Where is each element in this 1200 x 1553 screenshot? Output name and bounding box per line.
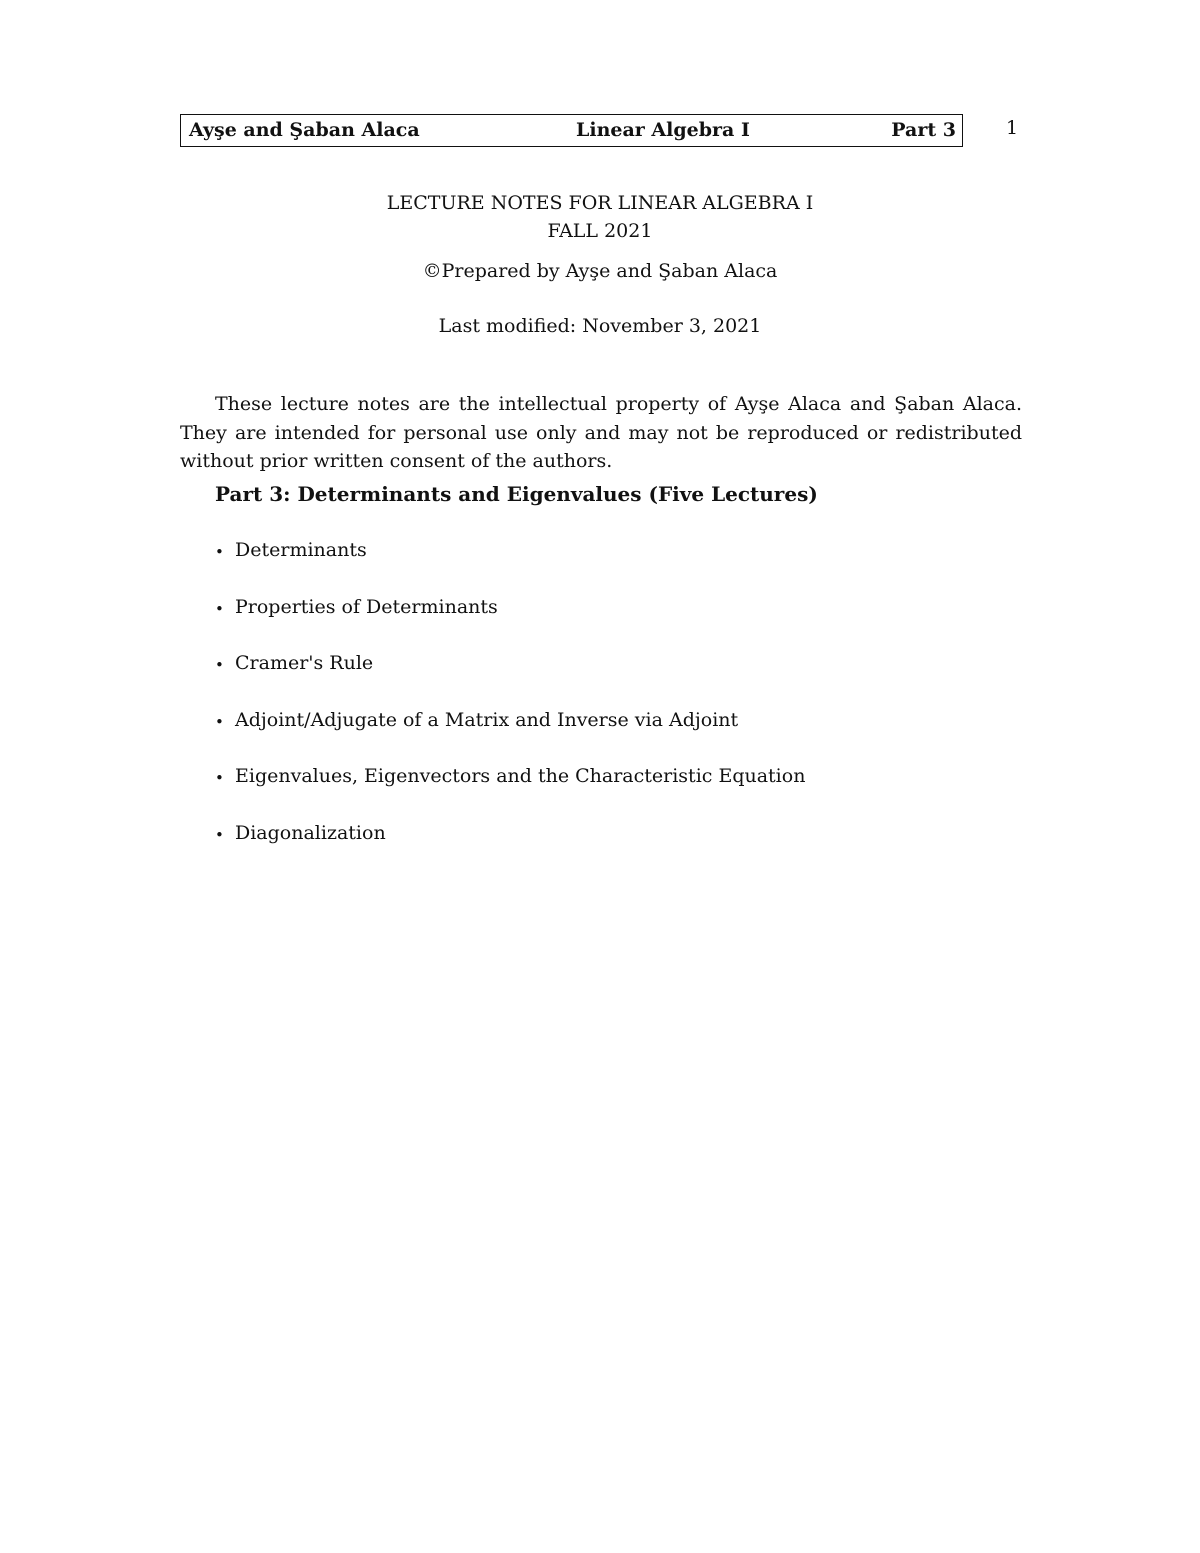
list-item	[215, 539, 805, 596]
bullet-icon: •	[215, 599, 224, 618]
list-item	[215, 652, 805, 709]
copyright-line: ©Prepared by Ayşe and Şaban Alaca	[422, 260, 778, 282]
term-label: FALL 2021	[547, 220, 653, 242]
bullet-icon: •	[215, 825, 224, 844]
header-authors: Ayşe and Şaban Alaca	[189, 119, 420, 141]
bullet-icon: •	[215, 712, 224, 731]
topic-label: Determinants	[235, 539, 367, 561]
list-item	[215, 709, 805, 766]
running-header	[180, 114, 963, 147]
bullet-icon: •	[215, 543, 224, 561]
list-item	[215, 596, 805, 653]
topic-label: Cramer's Rule	[235, 652, 374, 675]
document-title: LECTURE NOTES FOR LINEAR ALGEBRA I	[386, 192, 814, 214]
topic-list	[215, 539, 805, 879]
intro-paragraph: These lecture notes are the intellectual property of Ayşe Alaca and Şaban Alaca. They are intended for personal use only and may not be reproduced or redistributed without prior written consent of the authors.	[180, 393, 1022, 472]
topic-label: Properties of Determinants	[235, 595, 498, 618]
bullet-icon: •	[215, 769, 224, 788]
part-heading: Part 3: Determinants and Eigenvalues (Five Lectures)	[215, 482, 818, 506]
topic-label: Diagonalization	[235, 821, 386, 844]
header-course-title: Linear Algebra I	[576, 119, 750, 141]
topic-label: Adjoint/Adjugate of a Matrix and Inverse via Adjoint	[235, 708, 739, 731]
header-part-label: Part 3	[891, 119, 956, 141]
topic-label: Eigenvalues, Eigenvectors and the Characteristic Equation	[235, 765, 806, 788]
page-number: 1	[1006, 117, 1019, 139]
bullet-icon: •	[215, 656, 224, 675]
list-item	[215, 822, 805, 879]
list-item	[215, 765, 805, 822]
last-modified-line: Last modified: November 3, 2021	[438, 315, 762, 337]
